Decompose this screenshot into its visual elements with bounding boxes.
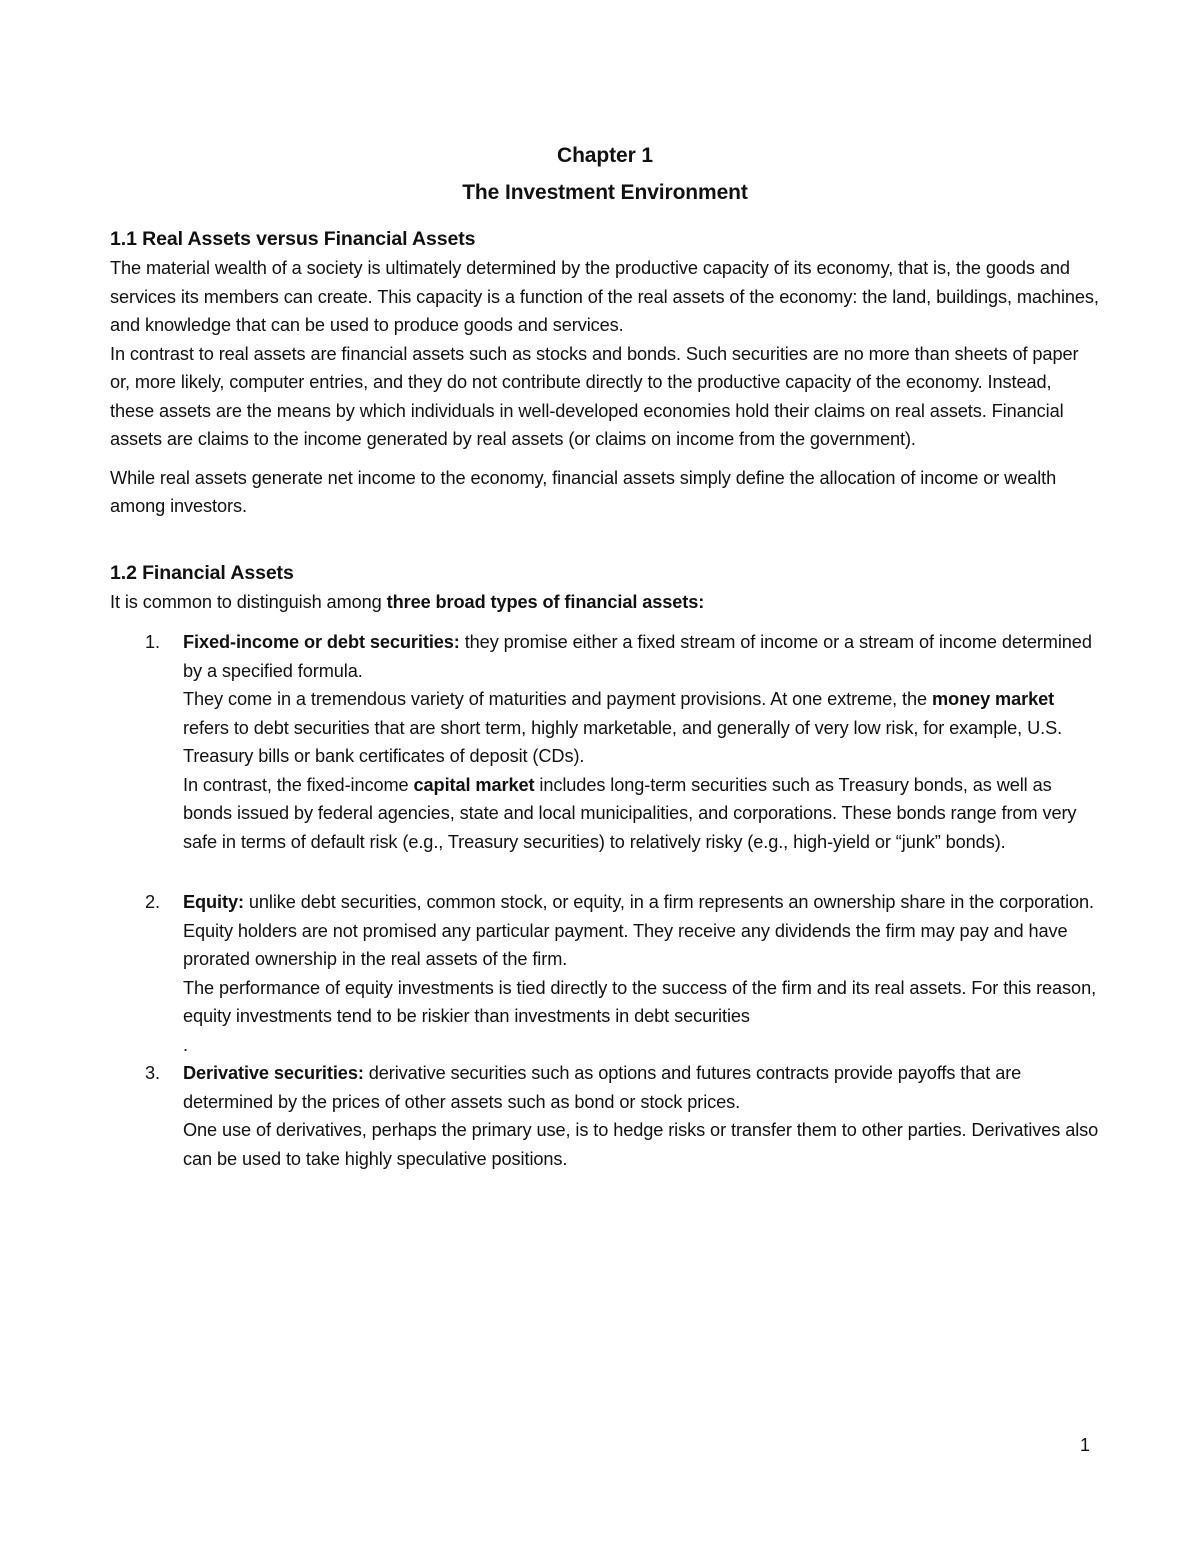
fixed-income-text: they promise either a fixed stream of income or a stream of income determined by a specified formula. (183, 632, 1092, 681)
page-number: 1 (1079, 1435, 1090, 1455)
list-item-derivatives (110, 1059, 1100, 1173)
term-fixed-income: Fixed-income or debt securities: (183, 632, 460, 652)
fixed-income-definition (183, 628, 1100, 685)
term-derivative-securities: Derivative securities: (183, 1063, 364, 1083)
capital-market-paragraph (183, 771, 1100, 857)
derivatives-definition (183, 1059, 1100, 1116)
term-money-market: money market (931, 689, 1055, 709)
chapter-label: Chapter 1 (557, 144, 653, 167)
paragraph-financial-assets-contrast: In contrast to real assets are financial assets such as stocks and bonds. Such securities are no more than sheets of paper or, more likely, computer entries, and they do not contribute directly to the productive capacity of the economy. Instead, these assets are the means by which individuals in well-developed economies hold their claims on real assets. Financial assets are claims to the income generated by real assets (or claims on income from the government). (110, 343, 1079, 449)
intro-bold-text: three broad types of financial assets: (386, 591, 705, 612)
list-item-number: 3. (145, 1063, 160, 1083)
term-equity: Equity: (183, 892, 244, 912)
equity-performance-paragraph: The performance of equity investments is tied directly to the success of the firm and its real assets. For this reason, equity investments tend to be riskier than investments in debt securities (183, 977, 1097, 1026)
money-market-paragraph (183, 685, 1100, 771)
section-heading-real-vs-financial: 1.1 Real Assets versus Financial Assets (110, 228, 476, 250)
paragraph-material-wealth: The material wealth of a society is ultimately determined by the productive capacity of its economy, that is, the goods and services its members can create. This capacity is a function of the real assets of the economy: the land, buildings, machines, and knowledge that can be used to produce goods and services. (110, 258, 1099, 335)
intro-text: It is common to distinguish among (110, 591, 387, 612)
paragraph-income-allocation: While real assets generate net income to the economy, financial assets simply define the allocation of income or wealth among investors. (110, 467, 1057, 516)
derivatives-text: derivative securities such as options and futures contracts provide payoffs that are determined by the prices of other assets such as bond or stock prices. (183, 1063, 1022, 1112)
equity-text: unlike debt securities, common stock, or equity, in a firm represents an ownership share in the corporation. Equity holders are not promised any particular payment. They receive any dividends the firm may pay and have prorated ownership in the real assets of the firm. (183, 892, 1094, 969)
section-heading-financial-assets: 1.2 Financial Assets (110, 561, 294, 584)
capital-market-text-after: includes long-term securities such as Treasury bonds, as well as bonds issued by federal agencies, state and local municipalities, and corporations. These bonds range from very safe in terms of default risk (e.g., Treasury securities) to relatively risky (e.g., high-yield or “junk” bonds). (183, 774, 1077, 852)
money-market-text-before: They come in a tremendous variety of maturities and payment provisions. At one extreme, the (183, 689, 932, 709)
list-item-number: 2. (145, 892, 160, 912)
page-content (110, 138, 1100, 1173)
financial-asset-types-list (110, 628, 1100, 1173)
chapter-title: The Investment Environment (462, 181, 748, 204)
trailing-period: . (183, 1034, 188, 1055)
chapter-title-block (110, 138, 1100, 212)
equity-definition (183, 888, 1100, 974)
capital-market-text-before: In contrast, the fixed-income (183, 774, 414, 795)
derivatives-use-paragraph: One use of derivatives, perhaps the primary use, is to hedge risks or transfer them to other parties. Derivatives also can be used to take highly speculative positions. (183, 1120, 1099, 1169)
list-item-equity (110, 888, 1100, 1059)
list-item-number: 1. (145, 632, 160, 652)
money-market-text-after: refers to debt securities that are short term, highly marketable, and generally of very low risk, for example, U.S. Treasury bills or bank certificates of deposit (CDs). (183, 717, 1063, 766)
term-capital-market: capital market (413, 774, 535, 795)
paragraph-three-types-intro (110, 588, 1100, 617)
list-item-fixed-income (110, 628, 1100, 856)
